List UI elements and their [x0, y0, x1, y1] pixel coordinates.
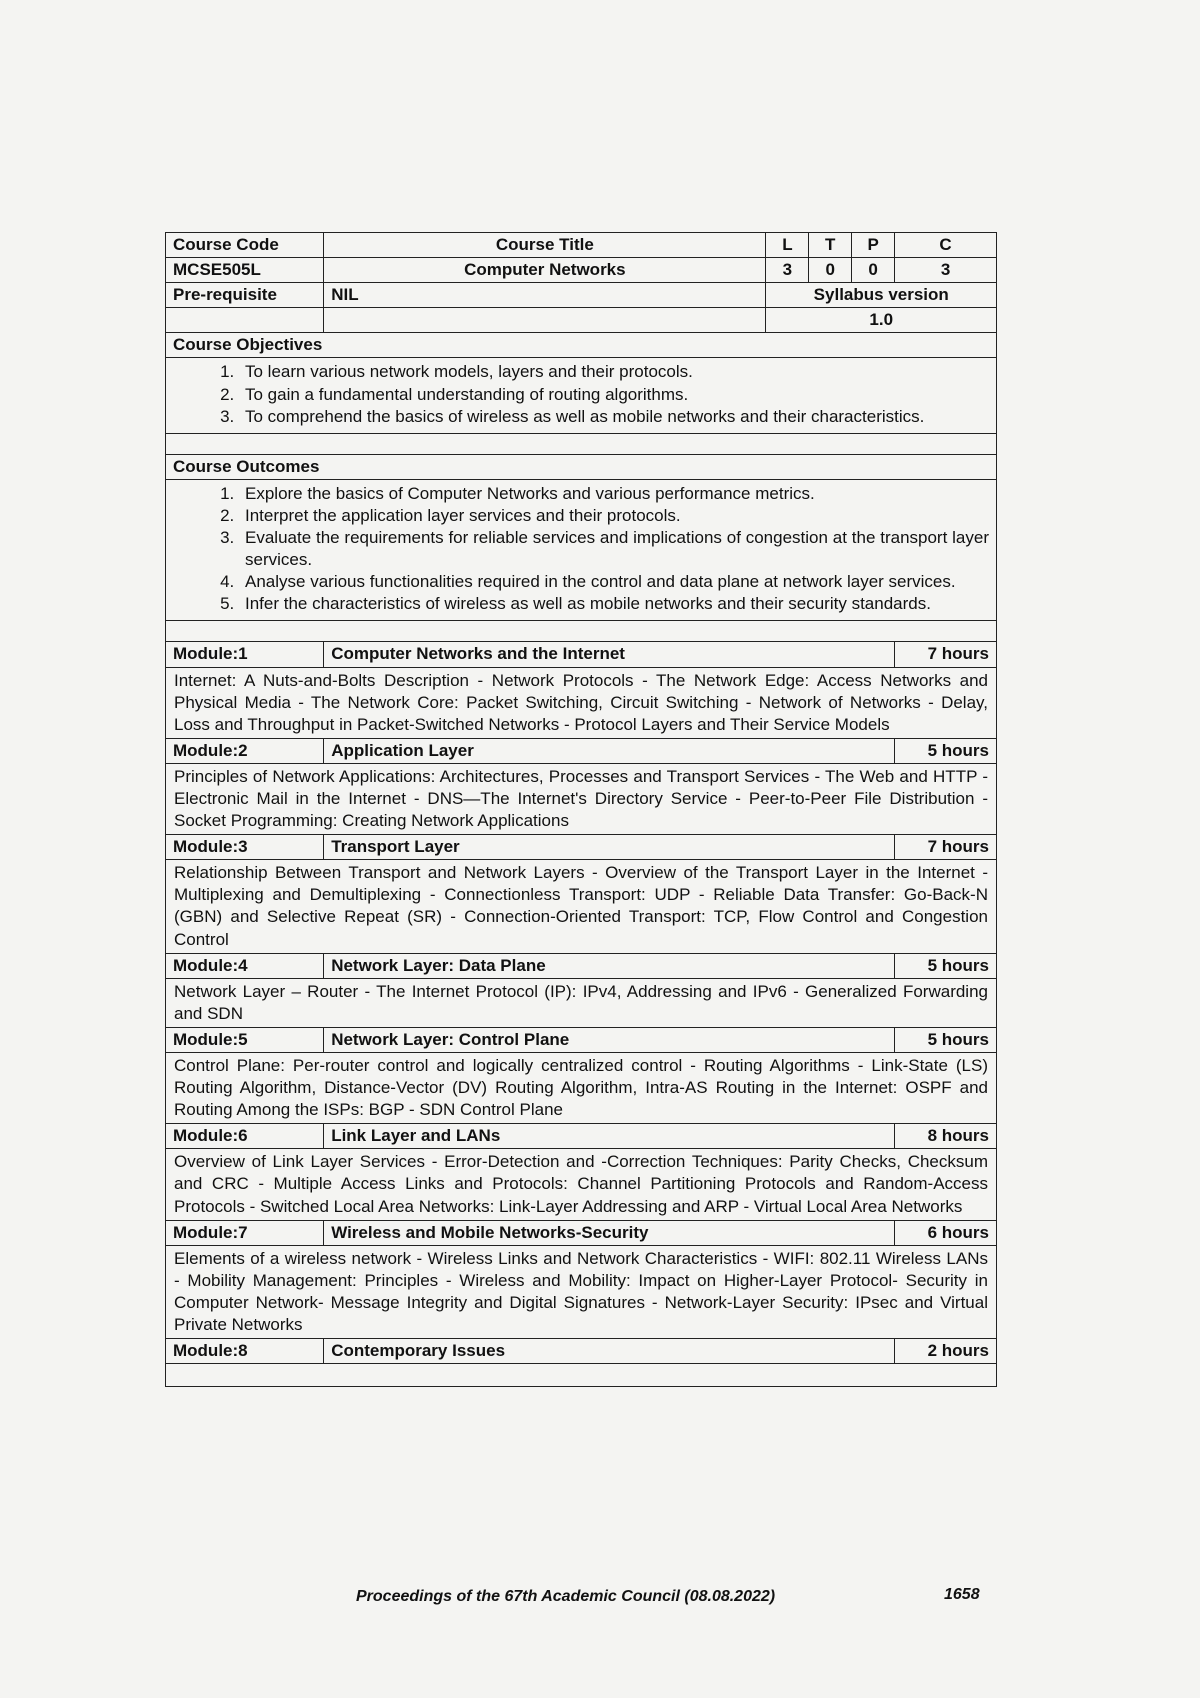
module-header-row [166, 953, 997, 978]
module-header-row [166, 1124, 997, 1149]
t-value: 0 [809, 258, 852, 283]
module-hours: 7 hours [895, 642, 997, 667]
prerequisite-value: NIL [324, 283, 766, 308]
syllabus-table [165, 232, 997, 1387]
objectives-heading: Course Objectives [166, 333, 997, 358]
module-content [166, 1364, 997, 1387]
syllabus-version-label: Syllabus version [766, 283, 997, 308]
module-header-row [166, 835, 997, 860]
p-value: 0 [852, 258, 895, 283]
spacer-row [166, 433, 997, 454]
module-number: Module:7 [166, 1220, 324, 1245]
modules-section [166, 642, 997, 1387]
module-content: Relationship Between Transport and Network Layers - Overview of the Transport Layer in the Internet - Multiplexing and Demultiplexing - Connectionless Transport: UDP - Reliable Data Transfer: Go-Back-N (GBN) and Selective Repeat (SR) - Connection-Oriented Transport: TCP, Flow Control and Congestion Control [166, 860, 997, 953]
objectives-list [173, 361, 989, 427]
outcomes-section [166, 454, 997, 642]
module-header-row [166, 1220, 997, 1245]
module-content: Network Layer – Router - The Internet Protocol (IP): IPv4, Addressing and IPv6 - Generalized Forwarding and SDN [166, 978, 997, 1027]
blank-cell [166, 308, 324, 333]
module-hours: 5 hours [895, 1027, 997, 1052]
module-title: Computer Networks and the Internet [324, 642, 895, 667]
outcomes-list [173, 483, 989, 616]
objective-item: 2. To gain a fundamental understanding of routing algorithms. [239, 384, 989, 406]
c-value: 3 [895, 258, 997, 283]
page-number: 1658 [944, 1586, 980, 1603]
module-header-row [166, 642, 997, 667]
objective-item: 1. To learn various network models, layers and their protocols. [239, 361, 989, 383]
p-label: P [852, 233, 895, 258]
objectives-section [166, 333, 997, 454]
module-number: Module:2 [166, 738, 324, 763]
module-hours: 8 hours [895, 1124, 997, 1149]
outcome-item: 2. Interpret the application layer services and their protocols. [239, 505, 989, 527]
course-code: MCSE505L [166, 258, 324, 283]
blank-cell [324, 308, 766, 333]
module-header-row [166, 1027, 997, 1052]
course-title-label: Course Title [324, 233, 766, 258]
l-value: 3 [766, 258, 809, 283]
module-hours: 2 hours [895, 1339, 997, 1364]
footer-title: Proceedings of the 67th Academic Council (08.08.2022) [356, 1588, 776, 1605]
course-title: Computer Networks [324, 258, 766, 283]
outcomes-list-cell [166, 479, 997, 621]
outcome-item: 3. Evaluate the requirements for reliable services and implications of congestion at the transport layer services. [239, 527, 989, 571]
module-hours: 5 hours [895, 738, 997, 763]
c-label: C [895, 233, 997, 258]
outcomes-heading: Course Outcomes [166, 454, 997, 479]
objectives-list-cell [166, 358, 997, 433]
module-content: Overview of Link Layer Services - Error-Detection and -Correction Techniques: Parity Checks, Checksum and CRC - Multiple Access Links and Protocols: Channel Partitioning Protocols and Random-Access Protocols - Switched Local Area Networks: Link-Layer Addressing and ARP - Virtual Local Area Networks [166, 1149, 997, 1220]
module-content: Internet: A Nuts-and-Bolts Description - Network Protocols - The Network Edge: Access Networks and Physical Media - The Network Core: Packet Switching, Circuit Switching - Network of Networks - Delay, Loss and Throughput in Packet-Switched Networks - Protocol Layers and Their Service Models [166, 667, 997, 738]
l-label: L [766, 233, 809, 258]
module-number: Module:6 [166, 1124, 324, 1149]
module-hours: 7 hours [895, 835, 997, 860]
module-number: Module:3 [166, 835, 324, 860]
module-header-row [166, 738, 997, 763]
module-title: Application Layer [324, 738, 895, 763]
module-number: Module:1 [166, 642, 324, 667]
module-hours: 6 hours [895, 1220, 997, 1245]
module-title: Link Layer and LANs [324, 1124, 895, 1149]
spacer-row [166, 621, 997, 642]
syllabus-version: 1.0 [766, 308, 997, 333]
module-number: Module:8 [166, 1339, 324, 1364]
module-title: Wireless and Mobile Networks-Security [324, 1220, 895, 1245]
module-title: Contemporary Issues [324, 1339, 895, 1364]
module-title: Network Layer: Control Plane [324, 1027, 895, 1052]
outcome-item: 5. Infer the characteristics of wireless as well as mobile networks and their security standards. [239, 593, 989, 615]
module-title: Transport Layer [324, 835, 895, 860]
objective-item: 3. To comprehend the basics of wireless as well as mobile networks and their characteristics. [239, 406, 989, 428]
course-code-label: Course Code [166, 233, 324, 258]
module-title: Network Layer: Data Plane [324, 953, 895, 978]
outcome-item: 4. Analyse various functionalities required in the control and data plane at network layer services. [239, 571, 989, 593]
module-content: Principles of Network Applications: Architectures, Processes and Transport Services - The Web and HTTP - Electronic Mail in the Internet - DNS—The Internet's Directory Service - Peer-to-Peer File Distribution - Socket Programming: Creating Network Applications [166, 763, 997, 834]
module-number: Module:5 [166, 1027, 324, 1052]
prerequisite-label: Pre-requisite [166, 283, 324, 308]
module-number: Module:4 [166, 953, 324, 978]
t-label: T [809, 233, 852, 258]
outcome-item: 1. Explore the basics of Computer Networks and various performance metrics. [239, 483, 989, 505]
module-hours: 5 hours [895, 953, 997, 978]
module-content: Elements of a wireless network - Wireless Links and Network Characteristics - WIFI: 802.11 Wireless LANs - Mobility Management: Principles - Wireless and Mobility: Impact on Higher-Layer Protocol- Security in Computer Network- Message Integrity and Digital Signatures - Network-Layer Security: IPsec and Virtual Private Networks [166, 1245, 997, 1338]
module-content: Control Plane: Per-router control and logically centralized control - Routing Algorithms - Link-State (LS) Routing Algorithm, Distance-Vector (DV) Routing Algorithm, Intra-AS Routing in the Internet: OSPF and Routing Among the ISPs: BGP - SDN Control Plane [166, 1053, 997, 1124]
course-header [166, 233, 997, 333]
module-header-row [166, 1339, 997, 1364]
